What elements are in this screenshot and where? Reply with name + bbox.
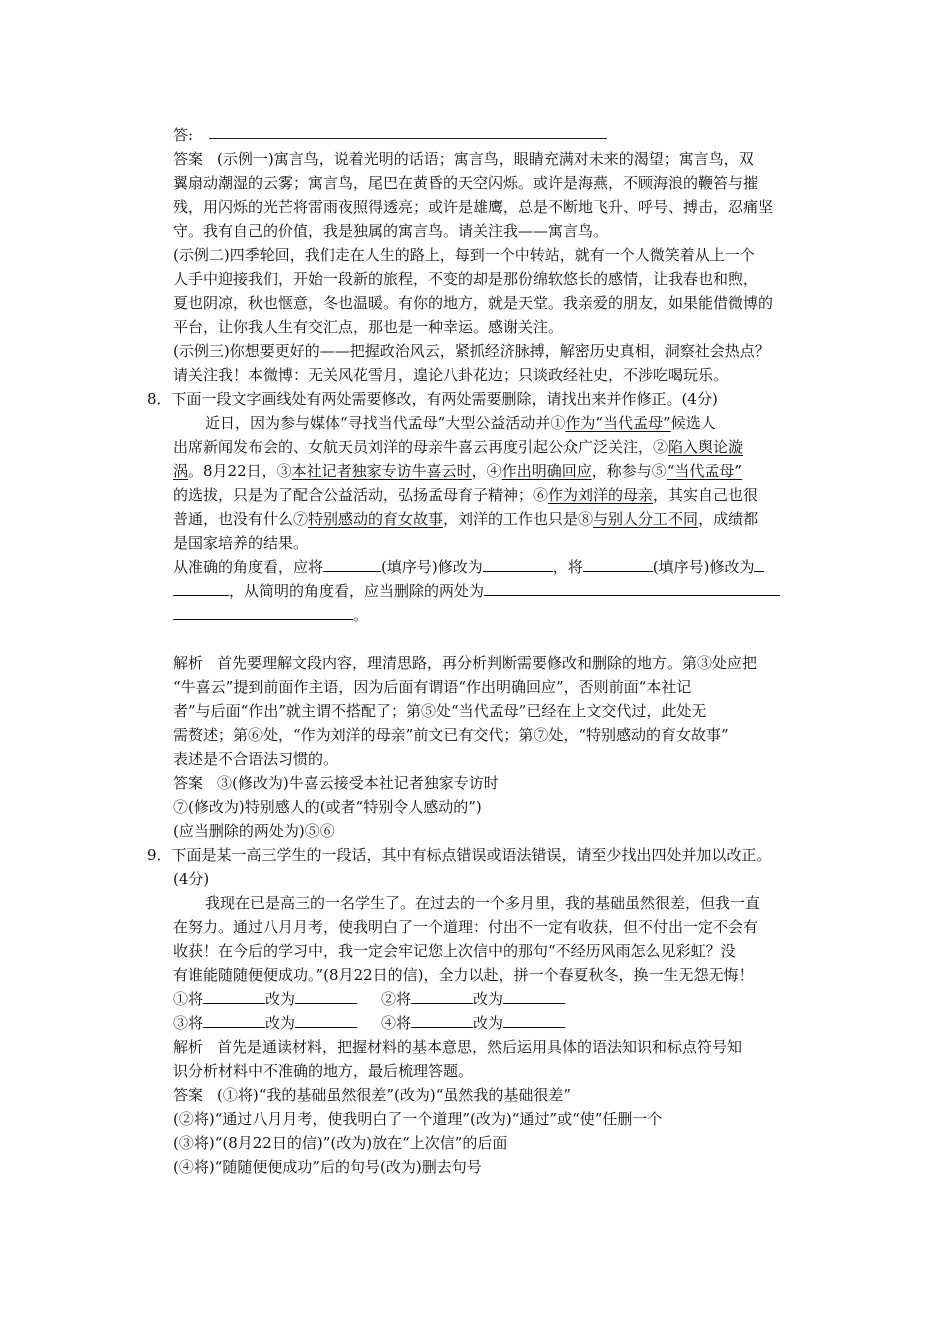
fill-blank[interactable] <box>484 581 780 596</box>
q8-analysis-line-3: 者”与后面“作出”就主谓不搭配了；第⑤处“当代孟母”已经在上文交代过，此处无 <box>173 702 707 720</box>
fill-blank[interactable] <box>411 989 473 1004</box>
q8-passage-line-3: 涡。8月22日，③本社记者独家专访牛喜云时，④作出明确回应，称参与⑤“当代孟母” <box>173 462 743 480</box>
q9-fill-row-2: ③将 改为 ④将 改为 <box>173 1011 565 1035</box>
answer-blank-line <box>209 138 607 139</box>
q8-analysis-line-4: 需赘述；第⑥处，“作为刘洋的母亲”前文已有交代；第⑦处，“特别感动的育女故事” <box>173 726 729 744</box>
q9-analysis-line-2: 识分析材料中不准确的地方，最后梳理答题。 <box>173 1062 474 1080</box>
fill-blank[interactable] <box>503 989 565 1004</box>
q8-fill-line-1: 从准确的角度看，应将 (填序号)修改为 ，将 (填序号)修改为 <box>173 555 764 579</box>
q8-answer-line-3: (应当删除的两处为)⑤⑥ <box>173 822 335 840</box>
q8-passage-line-5: 普通，也没有什么⑦特别感动的育女故事，刘洋的工作也只是⑧与别人分工不同，成绩都 <box>173 510 759 528</box>
q8-answer-line-1: 答案 ③(修改为)牛喜云接受本社记者独家专访时 <box>173 774 499 792</box>
q8-fill-line-3: 。 <box>173 603 368 627</box>
q9-answer-line-1: 答案 (①将)“我的基础虽然很差”(改为)“虽然我的基础很差” <box>173 1086 572 1104</box>
fill-blank[interactable] <box>173 581 229 596</box>
answer-prompt: 答: <box>173 126 194 144</box>
q9-passage-line-3: 收获！在今后的学习中，我一定会牢记您上次信中的那句“不经历风雨怎么见彩虹？没 <box>173 942 736 960</box>
fill-blank[interactable] <box>483 557 553 572</box>
q8-passage-line-1: 近日，因为参与媒体“寻找当代孟母”大型公益活动并①作为“当代孟母”候选人 <box>205 414 716 432</box>
q9-answer-line-4: (④将)“随随便便成功”后的句号(改为)删去句号 <box>173 1158 482 1176</box>
sample-line-5: (示例二)四季轮回，我们走在人生的路上，每到一个中转站，就有一个人微笑着从上一个 <box>173 246 755 264</box>
q8-analysis-line-1: 解析 首先要理解文段内容，理清思路，再分析判断需要修改和删除的地方。第③处应把 <box>173 654 758 672</box>
q9-fill-row-1: ①将 改为 ②将 改为 <box>173 987 565 1011</box>
q8-answer-line-2: ⑦(修改为)特别感人的(或者“特别令人感动的”) <box>173 798 482 816</box>
sample-line-8: 平台，让你我人生有交汇点，那也是一种幸运。感谢关注。 <box>173 318 564 336</box>
fill-blank[interactable] <box>295 989 357 1004</box>
fill-blank[interactable] <box>203 989 265 1004</box>
sample-line-10: 请关注我！本微博：无关风花雪月，遑论八卦花边；只谈政经社史，不涉吃喝玩乐。 <box>173 366 729 384</box>
q8-passage-line-4: 的选拔，只是为了配合公益活动，弘扬孟母育子精神；⑥作为刘洋的母亲，其实自己也很 <box>173 486 759 504</box>
question-9-stem: 9．下面是某一高三学生的一段话，其中有标点错误或语法错误，请至少找出四处并加以改正。 <box>147 846 772 864</box>
q9-answer-line-3: (③将)“(8月22日的信)”(改为)放在“上次信”的后面 <box>173 1134 508 1152</box>
fill-blank[interactable] <box>295 1013 357 1028</box>
sample-line-9: (示例三)你想要更好的——把握政治风云，紧抓经济脉搏，解密历史真相，洞察社会热点？ <box>173 342 770 360</box>
sample-line-6: 人手中迎接我们，开始一段新的旅程，不变的却是那份绵软悠长的感情，让我春也和煦， <box>173 270 759 288</box>
fill-blank[interactable] <box>754 557 764 572</box>
q8-passage-line-6: 是国家培养的结果。 <box>173 534 309 552</box>
fill-blank[interactable] <box>203 1013 265 1028</box>
sample-line-7: 夏也阴凉，秋也惬意，冬也温暖。有你的地方，就是天堂。我亲爱的朋友，如果能借微博的 <box>173 294 774 312</box>
q9-passage-line-4: 有谁能随随便便成功。”(8月22日的信)，全力以赴，拼一个春夏秋冬，换一生无怨无悔！ <box>173 966 754 984</box>
fill-blank[interactable] <box>583 557 653 572</box>
q9-analysis-line-1: 解析 首先是通读材料，把握材料的基本意思，然后运用具体的语法知识和标点符号知 <box>173 1038 743 1056</box>
sample-line-4: 守。我有自己的价值，我是独属的寓言鸟。请关注我——寓言鸟。 <box>173 222 609 240</box>
sample-line-1: 答案 (示例一)寓言鸟，说着光明的话语；寓言鸟，眼睛充满对未来的渴望；寓言鸟，双 <box>173 150 754 168</box>
sample-line-2: 翼扇动潮湿的云雾；寓言鸟，尾巴在黄昏的天空闪烁。或许是海燕，不顾海浪的鞭笞与摧 <box>173 174 759 192</box>
q9-passage-line-1: 我现在已是高三的一名学生了。在过去的一个多月里，我的基础虽然很差，但我一直 <box>205 894 761 912</box>
fill-blank[interactable] <box>323 557 381 572</box>
q8-passage-line-2: 出席新闻发布会的、女航天员刘洋的母亲牛喜云再度引起公众广泛关注，②陷入舆论漩 <box>173 438 744 456</box>
sample-line-3: 残，用闪烁的光芒将雷雨夜照得透亮；或许是雄鹰，总是不断地飞升、呼号、搏击，忍痛坚 <box>173 198 774 216</box>
q9-answer-line-2: (②将)“通过八月月考，使我明白了一个道理”(改为)“通过”或“使”任删一个 <box>173 1110 663 1128</box>
question-9-score: (4分) <box>173 870 210 888</box>
fill-blank[interactable] <box>503 1013 565 1028</box>
fill-blank[interactable] <box>173 605 353 620</box>
question-8-stem: 8．下面一段文字画线处有两处需要修改，有两处需要删除，请找出来并作修正。(4分) <box>147 390 718 408</box>
q8-analysis-line-5: 表述是不合语法习惯的。 <box>173 750 339 768</box>
q8-fill-line-2: ，从简明的角度看，应当删除的两处为 <box>173 579 780 603</box>
q9-passage-line-2: 在努力。通过八月月考，使我明白了一个道理：付出不一定有收获，但不付出一定不会有 <box>173 918 759 936</box>
fill-blank[interactable] <box>411 1013 473 1028</box>
q8-analysis-line-2: “牛喜云”提到前面作主语，因为后面有谓语“作出明确回应”，否则前面“本社记 <box>173 678 692 696</box>
